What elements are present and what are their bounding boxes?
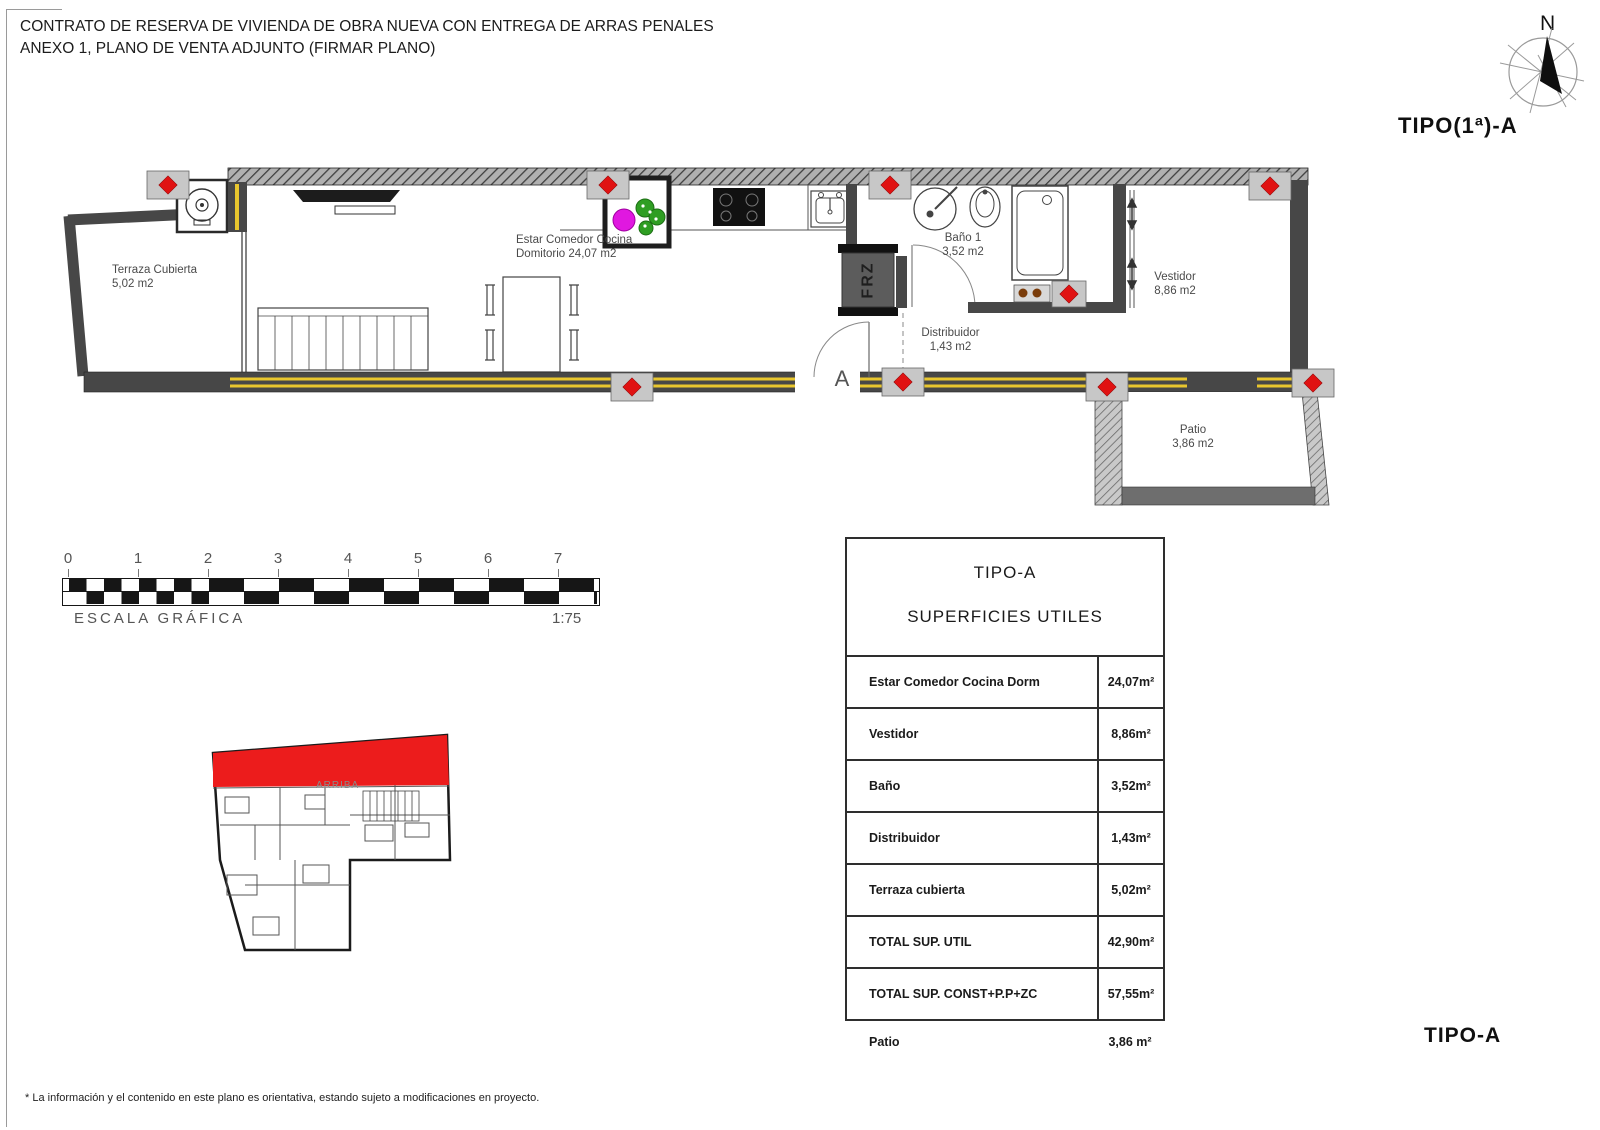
- compass-north-label: N: [1540, 12, 1556, 35]
- table-row: TOTAL SUP. CONST+P.P+ZC 57,55m²: [847, 967, 1163, 1019]
- page-border-top: [6, 9, 62, 10]
- right-exterior-wall: [1290, 180, 1308, 372]
- scale-tick: 4: [343, 550, 353, 567]
- patio-surface-row: Patio 3,86 m²: [869, 1035, 1152, 1049]
- freezer-label: FRZ: [859, 261, 877, 299]
- graphic-scale: [60, 550, 620, 634]
- scale-tick: 0: [63, 550, 73, 567]
- floor-plan-drawing: [40, 150, 1340, 530]
- scale-tick: 3: [273, 550, 283, 567]
- toilet-icon: [970, 187, 1000, 227]
- scale-bar-checker: [62, 578, 600, 606]
- scale-tick: 5: [413, 550, 423, 567]
- scale-tick: 6: [483, 550, 493, 567]
- compass-icon: [1478, 15, 1594, 115]
- surfaces-table-header: [847, 539, 1163, 655]
- table-row: Terraza cubierta 5,02m²: [847, 863, 1163, 915]
- title-line-1: CONTRATO DE RESERVA DE VIVIENDA DE OBRA NUEVA CON ENTREGA DE ARRAS PENALES: [20, 18, 714, 35]
- table-title: TIPO-A: [973, 563, 1037, 582]
- scale-tick: 1: [133, 550, 143, 567]
- terraza-living-wall: [228, 182, 247, 377]
- table-row: TOTAL SUP. UTIL 42,90m²: [847, 915, 1163, 967]
- dining-table-icon: [485, 277, 579, 372]
- table-row: Distribuidor 1,43m²: [847, 811, 1163, 863]
- title-line-2: ANEXO 1, PLANO DE VENTA ADJUNTO (FIRMAR PLANO): [20, 40, 436, 57]
- shower-tray-icon: [1012, 186, 1068, 280]
- stair-label: ARRIBA: [316, 780, 360, 791]
- scale-ratio: 1:75: [552, 610, 582, 627]
- room-label-patio: Patio 3,86 m2: [1172, 424, 1214, 450]
- room-label-bano: Baño 1 3,52 m2: [942, 232, 984, 258]
- top-exterior-wall: [228, 168, 1308, 185]
- kitchen-sink-icon: [811, 191, 849, 227]
- room-label-distribuidor: Distribuidor 1,43 m2: [921, 327, 980, 353]
- disclaimer-footnote: * La información y el contenido en este plano es orientativa, estando sujeto a modificaciones en proyecto.: [25, 1092, 540, 1104]
- page-border-left: [6, 9, 7, 1127]
- surfaces-table: [845, 537, 1165, 1021]
- tv-icon: [293, 190, 400, 214]
- table-row: Vestidor 8,86m²: [847, 707, 1163, 759]
- room-label-terraza: Terraza Cubierta 5,02 m2: [112, 264, 198, 290]
- bathroom-basin-icon: [914, 187, 957, 230]
- room-label-estar: Estar Comedor Cocina Domitorio 24,07 m2: [516, 234, 633, 260]
- type-label-bottom: TIPO-A: [1424, 1024, 1502, 1047]
- section-label-a: A: [834, 366, 850, 391]
- table-subtitle: SUPERFICIES UTILES: [907, 607, 1103, 626]
- cooktop-icon: [713, 188, 765, 226]
- table-row: Estar Comedor Cocina Dorm 24,07m²: [847, 655, 1163, 707]
- type-label-top: TIPO(1ª)-A: [1398, 113, 1518, 138]
- bathroom-lower-wall: [968, 285, 1113, 313]
- table-row: Baño 3,52m²: [847, 759, 1163, 811]
- scale-tick: 7: [553, 550, 563, 567]
- room-label-vestidor: Vestidor 8,86 m2: [1154, 271, 1196, 297]
- scale-caption: ESCALA GRÁFICA: [74, 610, 246, 627]
- terraza-room: [68, 210, 230, 378]
- sofa-icon: [258, 308, 428, 370]
- scale-tick: 2: [203, 550, 213, 567]
- key-plan-drawing: [195, 725, 465, 960]
- document-title: [20, 16, 714, 60]
